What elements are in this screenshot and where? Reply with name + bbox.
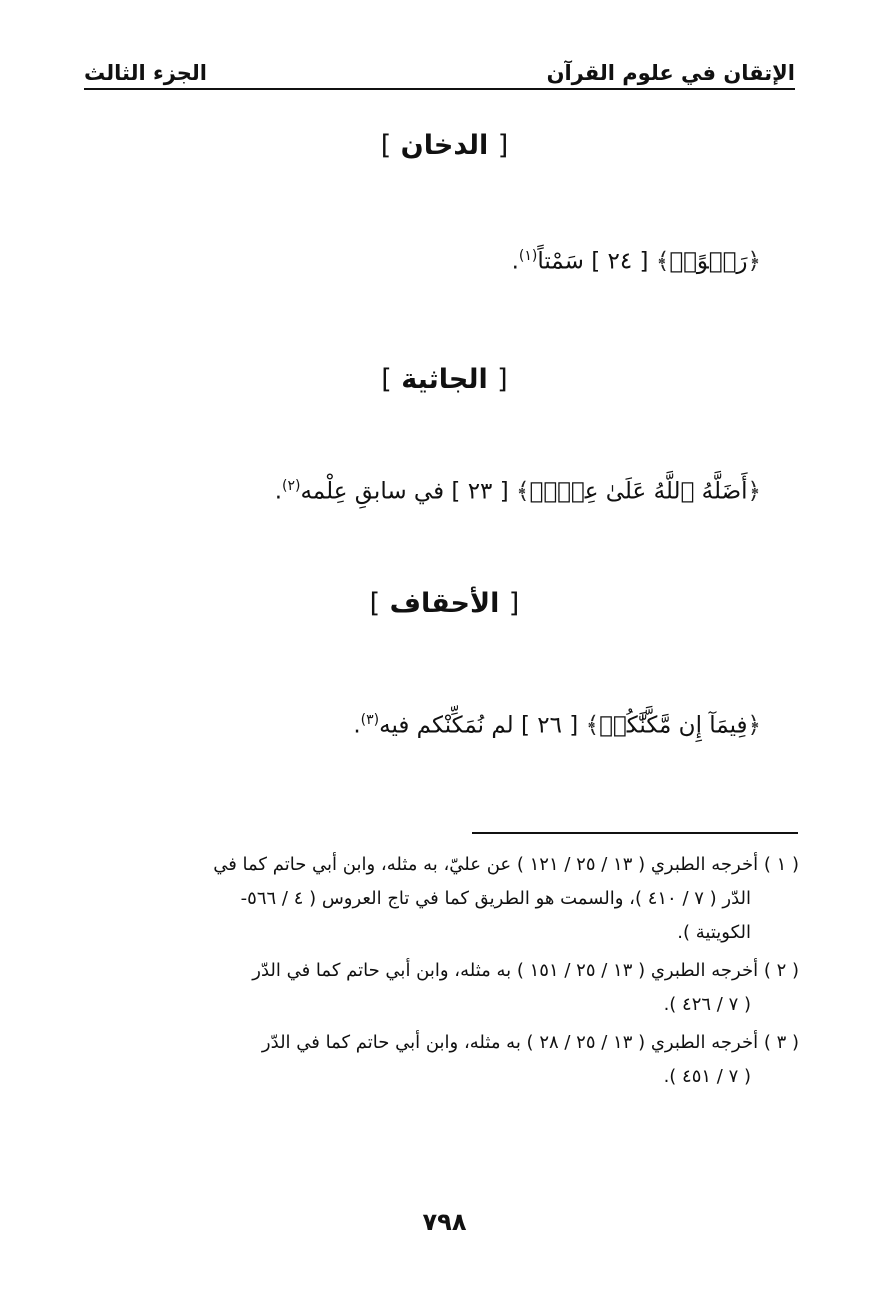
footnote-2 — [90, 954, 799, 1022]
volume-label: الجزء الثالث — [84, 61, 207, 85]
footnote-ref: (١) — [518, 248, 538, 264]
quran-word: رَهۡوًاۖ — [669, 248, 748, 275]
verse-number: [ ٢٣ ] — [451, 478, 509, 505]
surah-title-jathiya — [0, 366, 889, 393]
bracket-open: [ — [497, 130, 509, 161]
bracket-close: ] — [369, 588, 381, 619]
footnote-line: ( ٢ ) أخرجه الطبري ( ١٣ / ٢٥ / ١٥١ ) به مثله، وابن أبي حاتم كما في الدّر — [252, 960, 799, 981]
end-punct: . — [274, 478, 282, 505]
footnotes — [90, 848, 799, 1098]
quran-ornament-close: ﴾ — [516, 478, 530, 505]
quran-ornament-open: ﴿ — [747, 712, 761, 739]
footnote-line: ( ١ ) أخرجه الطبري ( ١٣ / ٢٥ / ١٢١ ) عن عليّ، به مثله، وابن أبي حاتم كما في — [213, 854, 799, 875]
book-title: الإتقان في علوم القرآن — [546, 61, 795, 85]
bracket-close: ] — [380, 130, 392, 161]
footnote-divider — [472, 832, 798, 834]
quran-word: أَضَلَّهُ ٱللَّهُ عَلَىٰ عِلۡمٖ — [529, 478, 748, 505]
footnote-ref: (٣) — [360, 712, 380, 728]
surah-title-text: الأحقاف — [389, 588, 500, 619]
bracket-open: [ — [508, 588, 520, 619]
end-punct: . — [353, 712, 361, 739]
footnote-1 — [90, 848, 799, 950]
footnote-3 — [90, 1026, 799, 1094]
footnote-line: الدّر ( ٧ / ٤١٠ )، والسمت هو الطريق كما في تاج العروس ( ٤ / ٥٦٦- — [240, 888, 751, 909]
running-head — [84, 52, 795, 90]
bracket-close: ] — [381, 364, 392, 395]
gloss-entry — [90, 478, 761, 506]
footnote-line: ( ٧ / ٤٢٦ ). — [663, 994, 751, 1015]
quran-ornament-close: ﴾ — [655, 248, 670, 275]
gloss-text: سَمْتاً — [537, 248, 584, 275]
quran-ornament-open: ﴿ — [747, 248, 761, 275]
quran-ornament-close: ﴾ — [585, 712, 600, 739]
surah-title-dukhan — [0, 132, 889, 159]
bracket-open: [ — [497, 364, 508, 395]
gloss-text: في سابقِ عِلْمه — [300, 478, 445, 505]
verse-number: [ ٢٦ ] — [520, 712, 579, 739]
quran-ornament-open: ﴿ — [747, 478, 761, 505]
gloss-entry — [90, 248, 761, 276]
verse-number: [ ٢٤ ] — [591, 248, 649, 275]
gloss-text: لم نُمَكِّنْكم فيه — [379, 712, 514, 739]
gloss-entry — [90, 712, 761, 740]
surah-title-text: الدخان — [400, 130, 489, 161]
quran-word: فِيمَآ إِن مَّكَّنَّٰكُمۡ — [599, 712, 748, 739]
page-number: ٧٩٨ — [422, 1208, 467, 1236]
surah-title-ahqaf — [0, 590, 889, 617]
end-punct: . — [511, 248, 519, 275]
footnote-line: الكويتية ). — [677, 922, 751, 943]
footnote-line: ( ٣ ) أخرجه الطبري ( ١٣ / ٢٥ / ٢٨ ) به مثله، وابن أبي حاتم كما في الدّر — [261, 1032, 799, 1053]
surah-title-text: الجاثية — [401, 364, 488, 395]
footnote-line: ( ٧ / ٤٥١ ). — [663, 1066, 751, 1087]
footnote-ref: (٢) — [282, 478, 301, 494]
